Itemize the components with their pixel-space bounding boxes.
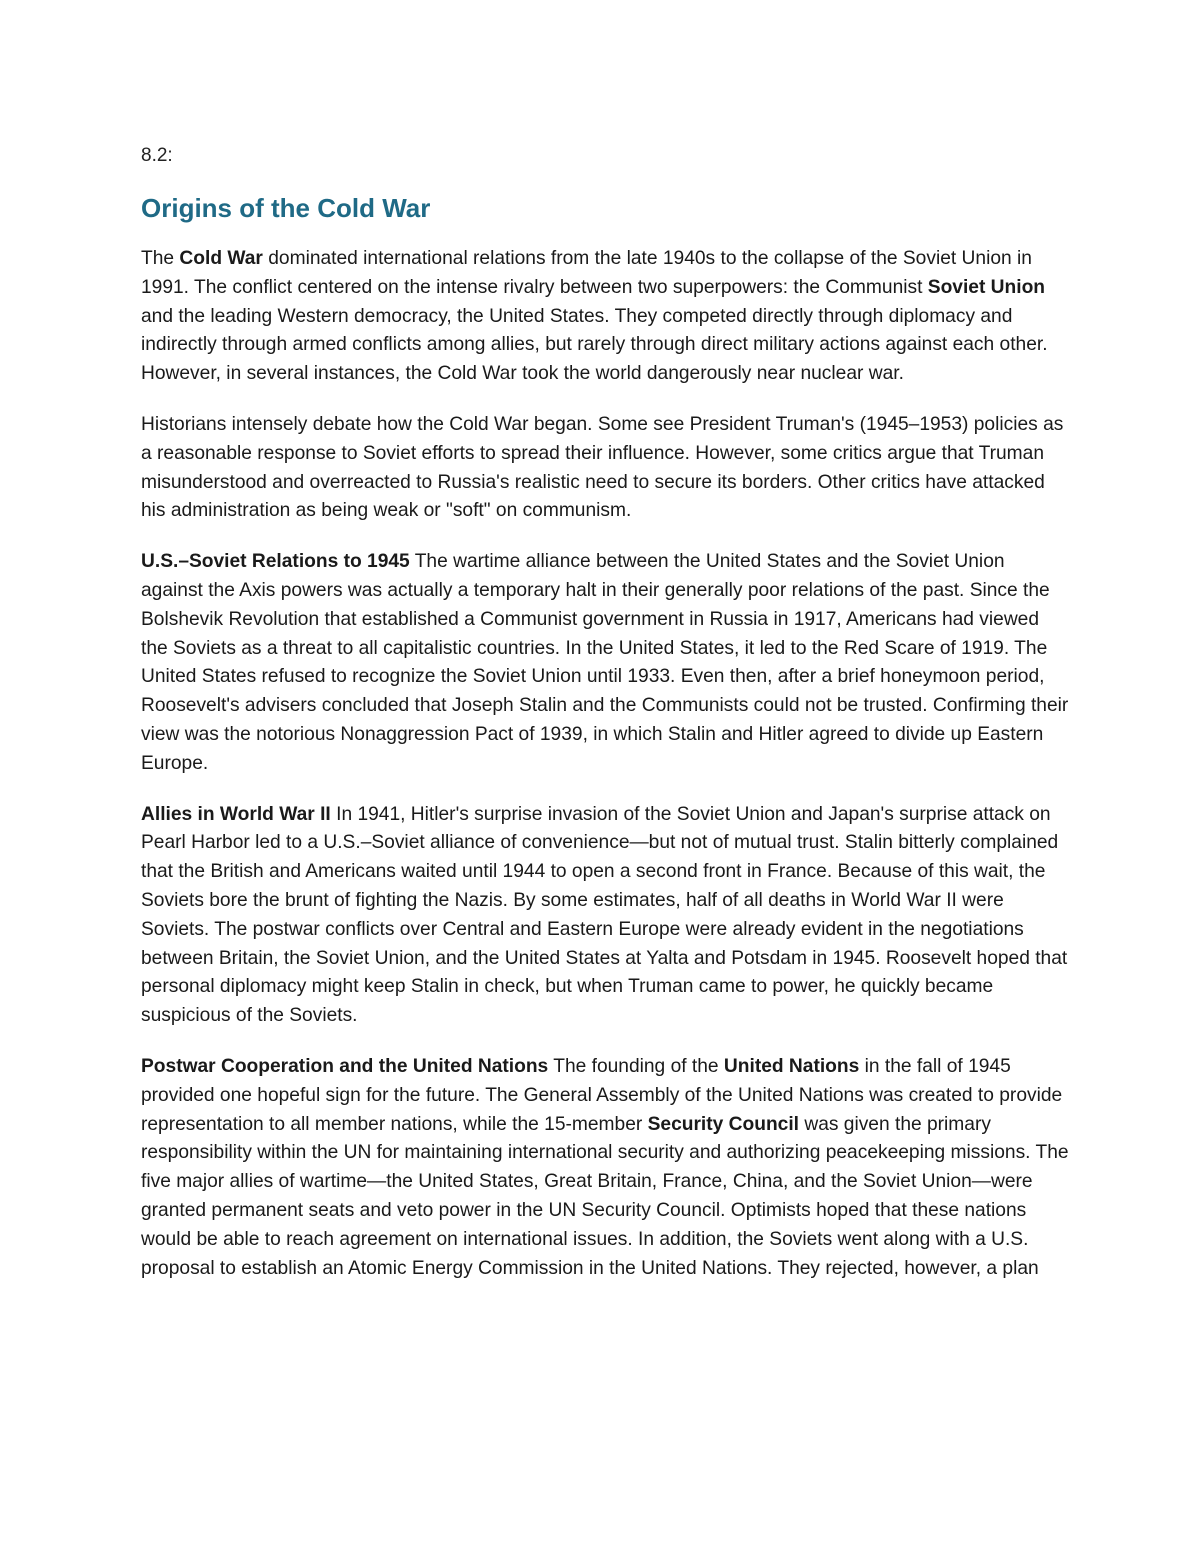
bold-term: Postwar Cooperation and the United Nations (141, 1055, 549, 1077)
text-run: Historians intensely debate how the Cold War began. Some see President Truman's (1945–1953) policies as a reasonable response to Soviet efforts to spread their influence. However, some critics argue that Truman misunderstood and overreacted to Russia's realistic need to secure its borders. Other critics have attacked his administration as being weak or "soft" on communism. (141, 413, 1064, 522)
text-run: The (141, 248, 180, 269)
body-paragraph (141, 245, 1070, 389)
body-paragraph (141, 548, 1070, 778)
text-run: The founding of the (548, 1055, 724, 1077)
body-paragraph (141, 801, 1070, 1031)
bold-term: Soviet Union (927, 276, 1046, 298)
body-paragraph (141, 1053, 1070, 1283)
text-run: in the fall of 1945 provided one hopeful sign for the future. The General Assembly of the United Nations was created to provide representation to all member nations, while the 15-member (141, 1055, 1063, 1135)
body-paragraph (141, 411, 1070, 526)
page-title: Origins of the Cold War (141, 193, 431, 223)
text-run: In 1941, Hitler's surprise invasion of the Soviet Union and Japan's surprise attack on Pearl Harbor led to a U.S.–Soviet alliance of convenience—but not of mutual trust. Stalin bitterly complained that the British and Americans waited until 1944 to open a second front in France. Because of this wait, the Soviets bore the brunt of fighting the Nazis. By some estimates, half of all deaths in World War II were Soviets. The postwar conflicts over Central and Eastern Europe were already evident in the negotiations between Britain, the Soviet Union, and the United States at Yalta and Potsdam in 1945. Roosevelt hoped that personal diplomacy might keep Stalin in check, but when Truman came to power, he quickly became suspicious of the Soviets. (141, 803, 1068, 1027)
section-number: 8.2: (141, 145, 173, 166)
bold-term: United Nations (723, 1055, 860, 1077)
document-body (141, 245, 1070, 1283)
bold-term: U.S.–Soviet Relations to 1945 (141, 551, 410, 573)
bold-term: Security Council (647, 1113, 799, 1135)
text-run: dominated international relations from the late 1940s to the collapse of the Soviet Union in 1991. The conflict centered on the intense rivalry between two superpowers: the Communist (141, 248, 1032, 298)
text-run: The wartime alliance between the United States and the Soviet Union against the Axis powers was actually a temporary halt in their generally poor relations of the past. Since the Bolshevik Revolution that established a Communist government in Russia in 1917, Americans had viewed the Soviets as a threat to all capitalistic countries. In the United States, it led to the Red Scare of 1919. The United States refused to recognize the Soviet Union until 1933. Even then, after a brief honeymoon period, Roosevelt's advisers concluded that Joseph Stalin and the Communists could not be trusted. Confirming their view was the notorious Nonaggression Pact of 1939, in which Stalin and Hitler agreed to divide up Eastern Europe. (141, 551, 1069, 774)
text-run: and the leading Western democracy, the United States. They competed directly through diplomacy and indirectly through armed conflicts among allies, but rarely through direct military actions against each other. However, in several instances, the Cold War took the world dangerously near nuclear war. (141, 305, 1048, 385)
bold-term: Allies in World War II (141, 803, 331, 825)
bold-term: Cold War (179, 248, 263, 269)
text-run: was given the primary responsibility within the UN for maintaining international security and authorizing peacekeeping missions. The five major allies of wartime—the United States, Great Britain, France, China, and the Soviet Union—were granted permanent seats and veto power in the UN Security Council. Optimists hoped that these nations would be able to reach agreement on international issues. In addition, the Soviets went along with a U.S. proposal to establish an Atomic Energy Commission in the United Nations. They rejected, however, a plan (141, 1113, 1069, 1279)
